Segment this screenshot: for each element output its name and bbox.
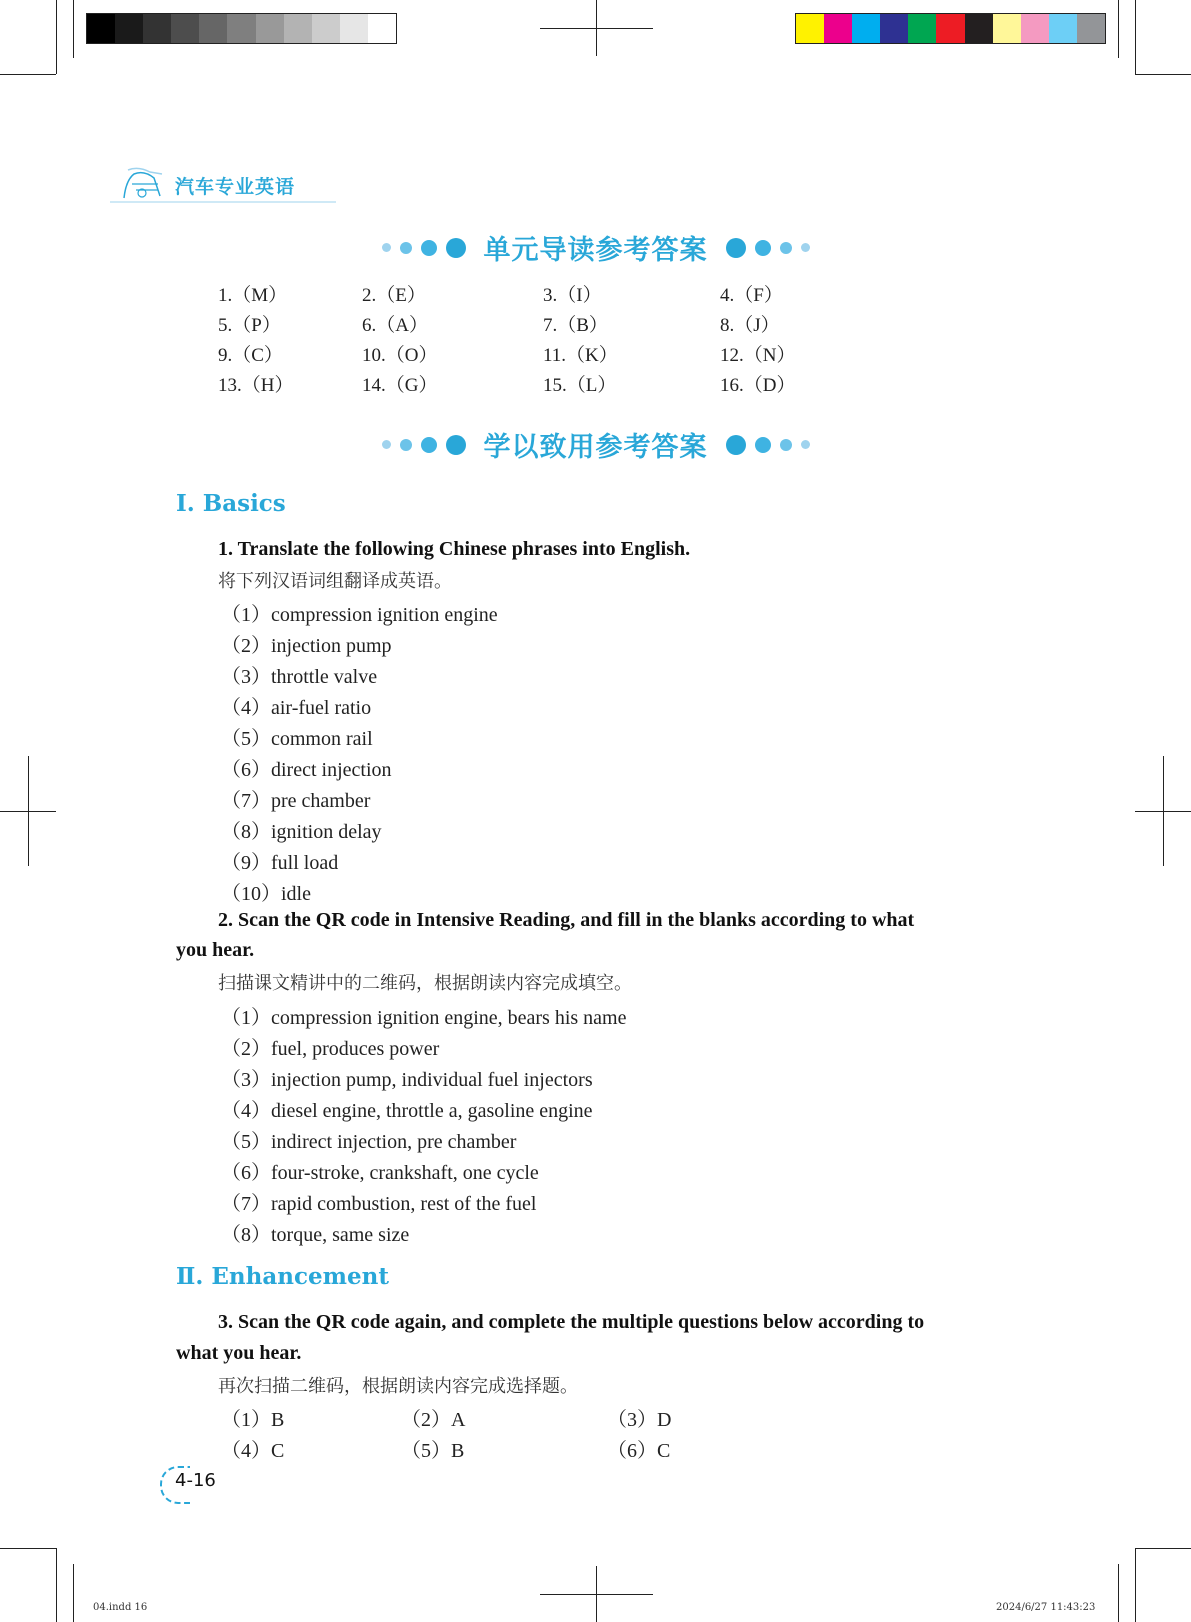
- color-swatch: [852, 14, 880, 43]
- answer-cell: 11.（K）: [543, 345, 618, 366]
- color-swatch: [936, 14, 964, 43]
- mcq-answer: （3）D: [607, 1409, 672, 1431]
- question-1-title: 1. Translate the following Chinese phrases into English.: [218, 538, 691, 560]
- list-item: （6）direct injection: [221, 759, 392, 781]
- gray-swatch: [199, 14, 227, 43]
- footer-timestamp: 2024/6/27 11:43:23: [996, 1602, 1096, 1613]
- question-3-chinese: 再次扫描二维码，根据朗读内容完成选择题。: [218, 1376, 578, 1397]
- mcq-answer: （2）A: [401, 1409, 466, 1431]
- gray-swatch: [340, 14, 368, 43]
- question-2-title: 2. Scan the QR code in Intensive Reading, and fill in the blanks according to what: [218, 909, 915, 931]
- gray-swatch: [256, 14, 284, 43]
- list-item: （2）injection pump: [221, 635, 392, 657]
- color-swatch: [908, 14, 936, 43]
- color-swatch: [993, 14, 1021, 43]
- answer-cell: 15.（L）: [543, 375, 617, 396]
- list-item: （3）injection pump, individual fuel injectors: [221, 1069, 593, 1091]
- decor-dots-right: [726, 238, 810, 258]
- question-2-chinese: 扫描课文精讲中的二维码，根据朗读内容完成填空。: [218, 973, 632, 994]
- answer-cell: 2.（E）: [362, 285, 426, 306]
- answer-cell: 5.（P）: [218, 315, 281, 336]
- list-item: （7）rapid combustion, rest of the fuel: [221, 1193, 537, 1215]
- answer-cell: 7.（B）: [543, 315, 608, 336]
- list-item: （8）ignition delay: [221, 821, 382, 843]
- section-banner-application: [0, 425, 1191, 464]
- gray-swatch: [87, 14, 115, 43]
- decor-dots-left: [382, 435, 466, 455]
- answer-cell: 14.（G）: [362, 375, 438, 396]
- color-swatch: [1049, 14, 1077, 43]
- answer-cell: 4.（F）: [720, 285, 783, 306]
- gray-swatch: [227, 14, 255, 43]
- page-number: 4-16: [175, 1470, 216, 1491]
- gray-swatch: [143, 14, 171, 43]
- mcq-answer: （5）B: [401, 1440, 465, 1462]
- book-title: 汽车专业英语: [175, 176, 296, 198]
- list-item: （1）compression ignition engine, bears his name: [221, 1007, 627, 1029]
- answer-cell: 10.（O）: [362, 345, 438, 366]
- list-item: （5）indirect injection, pre chamber: [221, 1131, 517, 1153]
- mcq-answer: （6）C: [607, 1440, 671, 1462]
- mcq-answer: （1）B: [221, 1409, 285, 1431]
- list-item: （4）diesel engine, throttle a, gasoline engine: [221, 1100, 593, 1122]
- color-swatch: [1021, 14, 1049, 43]
- answer-cell: 1.（M）: [218, 285, 288, 306]
- color-swatch: [824, 14, 852, 43]
- color-swatch: [880, 14, 908, 43]
- gray-swatch: [115, 14, 143, 43]
- gray-swatch: [312, 14, 340, 43]
- mcq-answer: （4）C: [221, 1440, 285, 1462]
- answer-cell: 12.（N）: [720, 345, 796, 366]
- part-heading-enhancement: Ⅱ. Enhancement: [176, 1263, 389, 1290]
- list-item: （3）throttle valve: [221, 666, 378, 688]
- decor-dots-right: [726, 435, 810, 455]
- question-2-title-cont: you hear.: [176, 939, 255, 961]
- footer-file-info: 04.indd 16: [93, 1602, 148, 1613]
- list-item: （2）fuel, produces power: [221, 1038, 440, 1060]
- answer-cell: 8.（J）: [720, 315, 780, 336]
- color-calibration-bar: [795, 13, 1106, 44]
- color-swatch: [796, 14, 824, 43]
- list-item: （9）full load: [221, 852, 339, 874]
- answer-cell: 16.（D）: [720, 375, 796, 396]
- section-title: 单元导读参考答案: [483, 235, 708, 266]
- gray-swatch: [368, 14, 396, 43]
- answer-cell: 13.（H）: [218, 375, 294, 396]
- grayscale-calibration-bar: [86, 13, 397, 44]
- list-item: （7）pre chamber: [221, 790, 371, 812]
- answer-cell: 6.（A）: [362, 315, 428, 336]
- section-banner-unit-guide: [0, 228, 1191, 267]
- gray-swatch: [171, 14, 199, 43]
- list-item: （8）torque, same size: [221, 1224, 410, 1246]
- list-item: （10）idle: [221, 883, 311, 905]
- question-3-title-cont: what you hear.: [176, 1342, 302, 1364]
- list-item: （6）four-stroke, crankshaft, one cycle: [221, 1162, 539, 1184]
- list-item: （4）air-fuel ratio: [221, 697, 372, 719]
- list-item: （5）common rail: [221, 728, 373, 750]
- answer-cell: 3.（I）: [543, 285, 602, 306]
- color-swatch: [965, 14, 993, 43]
- section-title: 学以致用参考答案: [483, 432, 708, 463]
- question-1-chinese: 将下列汉语词组翻译成英语。: [218, 571, 452, 592]
- list-item: （1）compression ignition engine: [221, 604, 498, 626]
- decor-dots-left: [382, 238, 466, 258]
- gray-swatch: [284, 14, 312, 43]
- question-3-title: 3. Scan the QR code again, and complete the multiple questions below according to: [218, 1311, 925, 1333]
- part-heading-basics: Ⅰ. Basics: [176, 490, 286, 517]
- color-swatch: [1077, 14, 1105, 43]
- answer-cell: 9.（C）: [218, 345, 283, 366]
